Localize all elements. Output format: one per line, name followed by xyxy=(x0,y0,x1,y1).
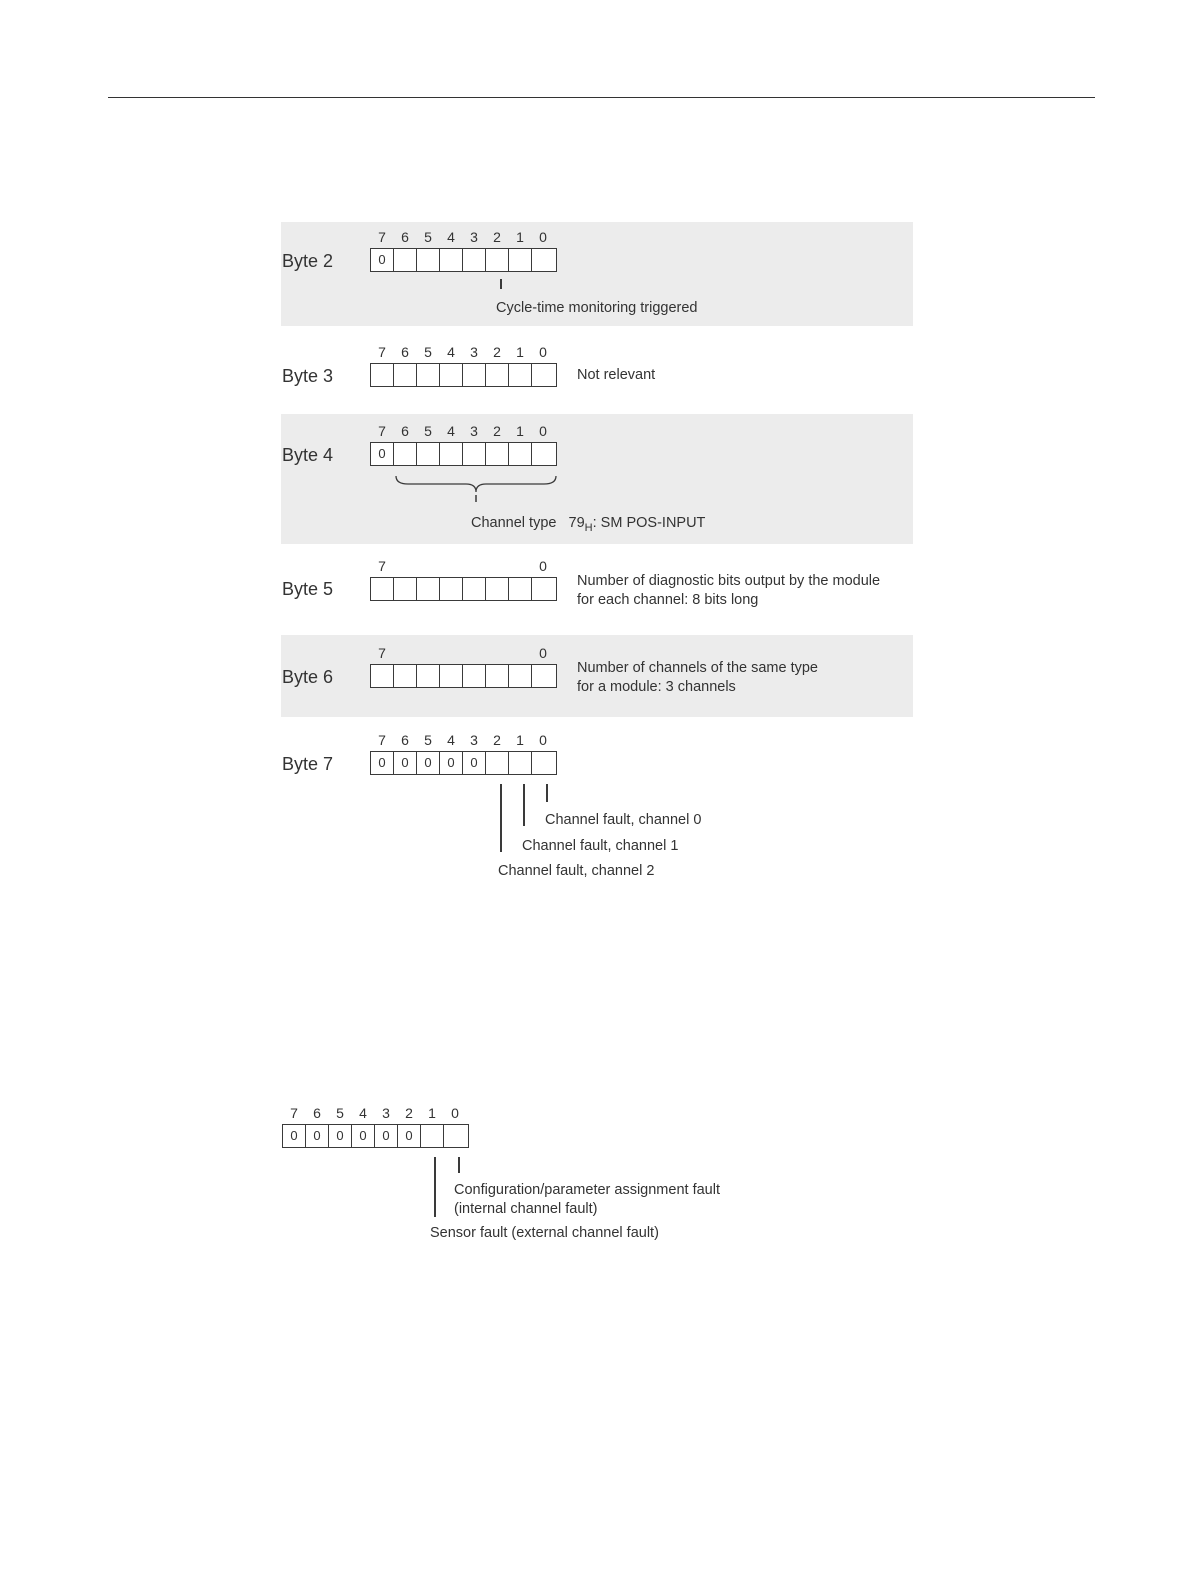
byte7-bit-number-1: 1 xyxy=(516,732,524,748)
channel-byte-bit1: Sensor fault (external channel fault) xyxy=(430,1225,659,1241)
byte3-bit-number-2: 2 xyxy=(493,344,501,360)
byte4-bit-cell-0 xyxy=(532,443,555,465)
byte5-label: Byte 5 xyxy=(282,579,334,599)
byte4-bit-cell-5 xyxy=(417,443,440,465)
byte6-bit-cell-0 xyxy=(532,665,555,687)
byte4-desc-subscript: H xyxy=(584,521,593,534)
channel-byte-bit-number-4: 4 xyxy=(359,1105,367,1121)
byte6-bit-cell-5 xyxy=(417,665,440,687)
byte3-bit-number-1: 1 xyxy=(516,344,524,360)
channel-byte-bit-cell-7: 0 xyxy=(283,1125,306,1147)
channel-byte-bit-cell-0 xyxy=(444,1125,467,1147)
byte7-bit-cell-5: 0 xyxy=(417,752,440,774)
channel-byte-bit-number-2: 2 xyxy=(405,1105,413,1121)
byte4-label: Byte 4 xyxy=(282,445,334,465)
byte7-leader-ch0 xyxy=(546,784,548,802)
byte5-bit-number-7: 7 xyxy=(378,558,386,574)
byte7-bit-cells xyxy=(370,751,557,775)
byte5-bit-cell-0 xyxy=(532,578,555,600)
byte5-description-line2: for each channel: 8 bits long xyxy=(577,592,759,608)
byte3-bit-cell-4 xyxy=(440,364,463,386)
byte3-bit-number-6: 6 xyxy=(401,344,409,360)
byte2-bit-cell-5 xyxy=(417,249,440,271)
byte7-bit-number-4: 4 xyxy=(447,732,455,748)
channel-byte-leader-bit0 xyxy=(458,1157,460,1173)
byte2-bit-cell-1 xyxy=(509,249,532,271)
byte4-bit-cells xyxy=(370,442,557,466)
channel-byte-bit-number-0: 0 xyxy=(451,1105,459,1121)
byte2-bit-number-0: 0 xyxy=(539,229,547,245)
channel-byte-bit-number-1: 1 xyxy=(428,1105,436,1121)
byte6-description-line1: Number of channels of the same type xyxy=(577,660,818,676)
byte4-bit-cell-3 xyxy=(463,443,486,465)
byte4-bit-number-5: 5 xyxy=(424,423,432,439)
byte4-bit-cell-4 xyxy=(440,443,463,465)
byte5-bit-cell-3 xyxy=(463,578,486,600)
byte7-bit-number-5: 5 xyxy=(424,732,432,748)
byte5-description-line1: Number of diagnostic bits output by the module xyxy=(577,573,881,589)
byte3-bit-number-3: 3 xyxy=(470,344,478,360)
channel-byte-bit0-line1: Configuration/parameter assignment fault xyxy=(454,1182,720,1198)
byte4-bit-number-4: 4 xyxy=(447,423,455,439)
byte6-bit-cell-1 xyxy=(509,665,532,687)
byte7-bit-cell-3: 0 xyxy=(463,752,486,774)
byte2-bit-number-5: 5 xyxy=(424,229,432,245)
byte2-bit-cell-7: 0 xyxy=(371,249,394,271)
byte5-bit-cell-5 xyxy=(417,578,440,600)
byte4-bit-number-7: 7 xyxy=(378,423,386,439)
channel-byte-bit0-line2: (internal channel fault) xyxy=(454,1201,598,1217)
channel-byte-bit-cell-4: 0 xyxy=(352,1125,375,1147)
byte7-leader-ch1 xyxy=(523,784,525,826)
byte6-bit-cell-2 xyxy=(486,665,509,687)
byte5-bit-cell-6 xyxy=(394,578,417,600)
byte6-bit-number-0: 0 xyxy=(539,645,547,661)
channel-byte-bit-cell-6: 0 xyxy=(306,1125,329,1147)
byte7-bit-cell-2 xyxy=(486,752,509,774)
byte3-bit-number-0: 0 xyxy=(539,344,547,360)
channel-byte-bit-cell-3: 0 xyxy=(375,1125,398,1147)
byte5-bit-cell-7 xyxy=(371,578,394,600)
byte4-bit-cell-1 xyxy=(509,443,532,465)
byte3-bit-cell-1 xyxy=(509,364,532,386)
byte4-bit-cell-6 xyxy=(394,443,417,465)
byte7-bit-cell-0 xyxy=(532,752,555,774)
byte2-bit-cell-4 xyxy=(440,249,463,271)
byte6-bit-cell-7 xyxy=(371,665,394,687)
byte2-bit-cell-0 xyxy=(532,249,555,271)
byte7-bit-number-0: 0 xyxy=(539,732,547,748)
byte3-bit-number-5: 5 xyxy=(424,344,432,360)
byte2-bit-cell-2 xyxy=(486,249,509,271)
byte7-bit-cell-4: 0 xyxy=(440,752,463,774)
byte6-bit-cell-6 xyxy=(394,665,417,687)
byte2-bit-cell-6 xyxy=(394,249,417,271)
byte4-desc-prefix: Channel type 79 xyxy=(471,515,585,531)
byte3-bit-cell-3 xyxy=(463,364,486,386)
byte4-bit-number-2: 2 xyxy=(493,423,501,439)
byte3-bit-cell-2 xyxy=(486,364,509,386)
byte7-bit-number-6: 6 xyxy=(401,732,409,748)
byte2-label: Byte 2 xyxy=(282,251,334,271)
byte2-bit-number-3: 3 xyxy=(470,229,478,245)
byte3-bit-number-7: 7 xyxy=(378,344,386,360)
byte2-bit-number-1: 1 xyxy=(516,229,524,245)
byte6-bit-cells xyxy=(370,664,557,688)
byte4-description xyxy=(471,514,705,538)
header-rule xyxy=(108,97,1095,98)
byte2-bit-number-6: 6 xyxy=(401,229,409,245)
byte3-description: Not relevant xyxy=(577,367,656,383)
byte6-label: Byte 6 xyxy=(282,667,334,687)
channel-byte-bit-number-6: 6 xyxy=(313,1105,321,1121)
channel-byte-leader-bit1 xyxy=(434,1157,436,1217)
byte4-bit-number-6: 6 xyxy=(401,423,409,439)
byte2-leader-line xyxy=(500,279,502,289)
byte4-brace xyxy=(390,474,562,504)
channel-byte-bit-cells xyxy=(282,1124,469,1148)
byte3-bit-cell-6 xyxy=(394,364,417,386)
byte5-bit-cells xyxy=(370,577,557,601)
byte6-bit-cell-4 xyxy=(440,665,463,687)
byte7-fault-channel-0: Channel fault, channel 0 xyxy=(545,812,702,828)
byte7-bit-number-7: 7 xyxy=(378,732,386,748)
byte7-bit-number-3: 3 xyxy=(470,732,478,748)
byte5-bit-number-0: 0 xyxy=(539,558,547,574)
byte3-label: Byte 3 xyxy=(282,366,334,386)
channel-byte-bit-cell-1 xyxy=(421,1125,444,1147)
byte3-bit-cell-0 xyxy=(532,364,555,386)
channel-byte-bit-cell-2: 0 xyxy=(398,1125,421,1147)
byte4-bit-number-1: 1 xyxy=(516,423,524,439)
channel-byte-bit-number-5: 5 xyxy=(336,1105,344,1121)
byte4-bit-cell-2 xyxy=(486,443,509,465)
byte4-bit-number-0: 0 xyxy=(539,423,547,439)
byte2-bit-number-4: 4 xyxy=(447,229,455,245)
byte5-bit-cell-4 xyxy=(440,578,463,600)
byte2-description: Cycle-time monitoring triggered xyxy=(496,300,698,316)
byte3-bit-cells xyxy=(370,363,557,387)
byte2-bit-number-7: 7 xyxy=(378,229,386,245)
byte7-bit-cell-1 xyxy=(509,752,532,774)
byte3-bit-number-4: 4 xyxy=(447,344,455,360)
byte7-bit-number-2: 2 xyxy=(493,732,501,748)
byte4-bit-number-3: 3 xyxy=(470,423,478,439)
byte4-bit-cell-7: 0 xyxy=(371,443,394,465)
byte6-bit-cell-3 xyxy=(463,665,486,687)
byte6-bit-number-7: 7 xyxy=(378,645,386,661)
channel-byte-bit-number-3: 3 xyxy=(382,1105,390,1121)
byte2-bit-cell-3 xyxy=(463,249,486,271)
byte5-bit-cell-2 xyxy=(486,578,509,600)
byte7-bit-cell-7: 0 xyxy=(371,752,394,774)
byte3-bit-cell-7 xyxy=(371,364,394,386)
byte2-bit-cells xyxy=(370,248,557,272)
byte6-description-line2: for a module: 3 channels xyxy=(577,679,736,695)
byte7-fault-channel-2: Channel fault, channel 2 xyxy=(498,863,655,879)
byte3-bit-cell-5 xyxy=(417,364,440,386)
byte5-bit-cell-1 xyxy=(509,578,532,600)
channel-byte-bit-number-7: 7 xyxy=(290,1105,298,1121)
byte7-bit-cell-6: 0 xyxy=(394,752,417,774)
byte2-bit-number-2: 2 xyxy=(493,229,501,245)
byte4-desc-suffix: : SM POS-INPUT xyxy=(592,515,706,531)
byte7-leader-ch2 xyxy=(500,784,502,852)
channel-byte-bit-cell-5: 0 xyxy=(329,1125,352,1147)
byte7-fault-channel-1: Channel fault, channel 1 xyxy=(522,838,679,854)
byte7-label: Byte 7 xyxy=(282,754,334,774)
